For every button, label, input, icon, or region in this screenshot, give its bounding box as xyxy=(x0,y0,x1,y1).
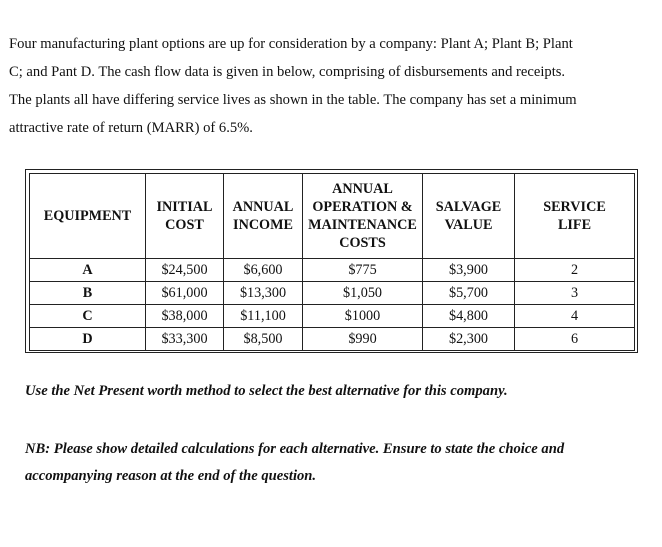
cell-equipment: B xyxy=(30,282,146,305)
cell-annual-income: $11,100 xyxy=(224,305,303,328)
cell-om-costs: $1,050 xyxy=(303,282,423,305)
note-line: accompanying reason at the end of the question. xyxy=(25,468,317,484)
cell-equipment: D xyxy=(30,328,146,351)
cell-service-life: 4 xyxy=(515,305,635,328)
header-om-costs: ANNUAL OPERATION & MAINTENANCE COSTS xyxy=(303,174,423,259)
intro-line: The plants all have differing service lives as shown in the table. The company has set a minimum xyxy=(9,92,577,108)
intro-line: Four manufacturing plant options are up for consideration by a company: Plant A; Plant B; Plant xyxy=(9,36,573,52)
cell-salvage-value: $2,300 xyxy=(423,328,515,351)
cell-annual-income: $13,300 xyxy=(224,282,303,305)
table-row xyxy=(30,328,635,351)
cell-om-costs: $775 xyxy=(303,259,423,282)
note-paragraph xyxy=(25,436,650,490)
cell-initial-cost: $33,300 xyxy=(146,328,224,351)
cash-flow-table xyxy=(29,173,635,351)
cell-salvage-value: $3,900 xyxy=(423,259,515,282)
cell-salvage-value: $5,700 xyxy=(423,282,515,305)
intro-line: attractive rate of return (MARR) of 6.5%. xyxy=(9,120,253,136)
cell-service-life: 2 xyxy=(515,259,635,282)
cell-equipment: C xyxy=(30,305,146,328)
header-annual-income: ANNUAL INCOME xyxy=(224,174,303,259)
cell-initial-cost: $61,000 xyxy=(146,282,224,305)
cell-annual-income: $8,500 xyxy=(224,328,303,351)
header-initial-cost: INITIAL COST xyxy=(146,174,224,259)
table-row xyxy=(30,259,635,282)
table-header-row xyxy=(30,174,635,259)
cell-equipment: A xyxy=(30,259,146,282)
table-row xyxy=(30,282,635,305)
cell-om-costs: $1000 xyxy=(303,305,423,328)
header-salvage-value: SALVAGE VALUE xyxy=(423,174,515,259)
cash-flow-table-frame xyxy=(25,169,638,353)
header-equipment: EQUIPMENT xyxy=(30,174,146,259)
intro-paragraph xyxy=(9,30,649,142)
cell-service-life: 6 xyxy=(515,328,635,351)
cell-initial-cost: $24,500 xyxy=(146,259,224,282)
cell-om-costs: $990 xyxy=(303,328,423,351)
table-row xyxy=(30,305,635,328)
cell-salvage-value: $4,800 xyxy=(423,305,515,328)
intro-line: C; and Pant D. The cash flow data is given in below, comprising of disbursements and receipts. xyxy=(9,64,566,80)
cell-service-life: 3 xyxy=(515,282,635,305)
header-service-life: SERVICE LIFE xyxy=(515,174,635,259)
cell-annual-income: $6,600 xyxy=(224,259,303,282)
cell-initial-cost: $38,000 xyxy=(146,305,224,328)
question-text: Use the Net Present worth method to select the best alternative for this company. xyxy=(25,383,508,399)
note-line: NB: Please show detailed calculations for each alternative. Ensure to state the choice and xyxy=(25,441,565,457)
